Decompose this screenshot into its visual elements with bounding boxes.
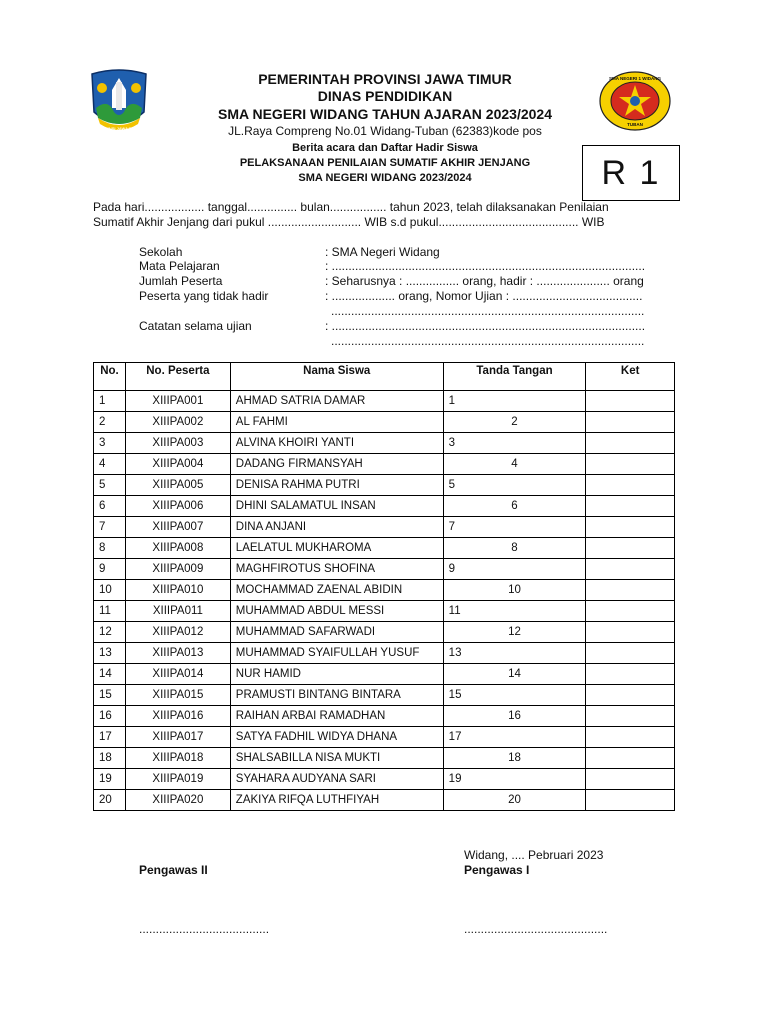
row-nama-siswa: MAGHFIROTUS SHOFINA bbox=[230, 559, 443, 580]
intro-line-1: Pada hari.................. tanggal............... bulan................. tahun 2023, telah dilaksanakan Penilaian bbox=[93, 200, 609, 214]
row-no: 11 bbox=[94, 601, 126, 622]
row-nama-siswa: ZAKIYA RIFQA LUTHFIYAH bbox=[230, 790, 443, 811]
subheader-berita-acara: Berita acara dan Daftar Hadir Siswa bbox=[292, 142, 478, 154]
row-tanda-tangan: 10 bbox=[443, 580, 586, 601]
row-no-peserta: XIIIPA007 bbox=[125, 517, 230, 538]
row-ket bbox=[586, 391, 675, 412]
row-tanda-tangan: 5 bbox=[443, 475, 586, 496]
row-no-peserta: XIIIPA016 bbox=[125, 706, 230, 727]
province-logo bbox=[88, 68, 150, 136]
subheader-school-year: SMA NEGERI WIDANG 2023/2024 bbox=[298, 172, 472, 184]
row-no-peserta: XIIIPA017 bbox=[125, 727, 230, 748]
col-header-ket: Ket bbox=[586, 363, 675, 391]
table-row bbox=[94, 790, 675, 811]
row-ket bbox=[586, 496, 675, 517]
row-nama-siswa: RAIHAN ARBAI RAMADHAN bbox=[230, 706, 443, 727]
school-logo-text-bottom: TUBAN bbox=[627, 122, 643, 127]
row-no: 9 bbox=[94, 559, 126, 580]
row-no: 19 bbox=[94, 769, 126, 790]
row-tanda-tangan: 19 bbox=[443, 769, 586, 790]
row-no-peserta: XIIIPA013 bbox=[125, 643, 230, 664]
row-ket bbox=[586, 517, 675, 538]
row-no: 16 bbox=[94, 706, 126, 727]
row-ket bbox=[586, 790, 675, 811]
row-ket bbox=[586, 706, 675, 727]
jumlah-peserta-label: Jumlah Peserta bbox=[139, 274, 223, 288]
row-ket bbox=[586, 601, 675, 622]
table-row bbox=[94, 454, 675, 475]
row-tanda-tangan: 2 bbox=[443, 412, 586, 433]
table-row bbox=[94, 391, 675, 412]
table-row bbox=[94, 559, 675, 580]
row-nama-siswa: LAELATUL MUKHAROMA bbox=[230, 538, 443, 559]
pengawas-2-signature-line: ....................................... bbox=[139, 922, 270, 936]
school-logo bbox=[598, 70, 672, 132]
row-ket bbox=[586, 643, 675, 664]
row-nama-siswa: DHINI SALAMATUL INSAN bbox=[230, 496, 443, 517]
row-no: 4 bbox=[94, 454, 126, 475]
school-logo-text-top: SMA NEGERI 1 WIDANG bbox=[608, 76, 662, 81]
row-nama-siswa: SHALSABILLA NISA MUKTI bbox=[230, 748, 443, 769]
row-ket bbox=[586, 559, 675, 580]
row-no-peserta: XIIIPA011 bbox=[125, 601, 230, 622]
table-header-row bbox=[94, 363, 675, 391]
row-ket bbox=[586, 538, 675, 559]
row-nama-siswa: MUHAMMAD SAFARWADI bbox=[230, 622, 443, 643]
pengawas-2-title: Pengawas II bbox=[139, 863, 208, 877]
row-tanda-tangan: 3 bbox=[443, 433, 586, 454]
room-code-box: R 1 bbox=[582, 145, 680, 201]
attendance-table bbox=[93, 362, 675, 811]
col-header-tanda-tangan: Tanda Tangan bbox=[443, 363, 586, 391]
row-ket bbox=[586, 748, 675, 769]
row-ket bbox=[586, 769, 675, 790]
row-no-peserta: XIIIPA006 bbox=[125, 496, 230, 517]
sekolah-label: Sekolah bbox=[139, 245, 183, 259]
table-row bbox=[94, 706, 675, 727]
attendance-table-body bbox=[94, 391, 675, 811]
row-tanda-tangan: 18 bbox=[443, 748, 586, 769]
row-tanda-tangan: 12 bbox=[443, 622, 586, 643]
row-no: 7 bbox=[94, 517, 126, 538]
row-no-peserta: XIIIPA005 bbox=[125, 475, 230, 496]
row-tanda-tangan: 14 bbox=[443, 664, 586, 685]
col-header-no: No. bbox=[94, 363, 126, 391]
table-row bbox=[94, 433, 675, 454]
row-tanda-tangan: 20 bbox=[443, 790, 586, 811]
row-ket bbox=[586, 664, 675, 685]
row-no: 3 bbox=[94, 433, 126, 454]
row-no: 5 bbox=[94, 475, 126, 496]
table-row bbox=[94, 475, 675, 496]
row-nama-siswa: ALVINA KHOIRI YANTI bbox=[230, 433, 443, 454]
row-no: 20 bbox=[94, 790, 126, 811]
catatan-continuation: .............................................................................................. bbox=[331, 334, 645, 348]
row-tanda-tangan: 11 bbox=[443, 601, 586, 622]
row-no: 6 bbox=[94, 496, 126, 517]
row-no-peserta: XIIIPA008 bbox=[125, 538, 230, 559]
tidak-hadir-label: Peserta yang tidak hadir bbox=[139, 289, 269, 303]
header-address: JL.Raya Compreng No.01 Widang-Tuban (62383)kode pos bbox=[228, 124, 542, 138]
row-ket bbox=[586, 412, 675, 433]
tidak-hadir-value: : ................... orang, Nomor Ujian : ....................................... bbox=[325, 289, 643, 303]
pengawas-1-signature-line: ........................................... bbox=[464, 922, 608, 936]
row-no-peserta: XIIIPA020 bbox=[125, 790, 230, 811]
row-no-peserta: XIIIPA003 bbox=[125, 433, 230, 454]
row-tanda-tangan: 9 bbox=[443, 559, 586, 580]
row-ket bbox=[586, 580, 675, 601]
row-nama-siswa: MUHAMMAD SYAIFULLAH YUSUF bbox=[230, 643, 443, 664]
row-tanda-tangan: 1 bbox=[443, 391, 586, 412]
header-school: SMA NEGERI WIDANG TAHUN AJARAN 2023/2024 bbox=[218, 106, 552, 122]
row-tanda-tangan: 15 bbox=[443, 685, 586, 706]
table-row bbox=[94, 580, 675, 601]
row-no-peserta: XIIIPA018 bbox=[125, 748, 230, 769]
table-row bbox=[94, 601, 675, 622]
row-nama-siswa: AL FAHMI bbox=[230, 412, 443, 433]
row-nama-siswa: SYAHARA AUDYANA SARI bbox=[230, 769, 443, 790]
row-no: 18 bbox=[94, 748, 126, 769]
row-tanda-tangan: 16 bbox=[443, 706, 586, 727]
mapel-value: : .............................................................................................. bbox=[325, 259, 646, 273]
row-nama-siswa: AHMAD SATRIA DAMAR bbox=[230, 391, 443, 412]
row-no-peserta: XIIIPA012 bbox=[125, 622, 230, 643]
row-nama-siswa: MUHAMMAD ABDUL MESSI bbox=[230, 601, 443, 622]
row-no: 8 bbox=[94, 538, 126, 559]
table-row bbox=[94, 769, 675, 790]
row-no-peserta: XIIIPA019 bbox=[125, 769, 230, 790]
header-dinas: DINAS PENDIDIKAN bbox=[317, 88, 453, 104]
table-row bbox=[94, 664, 675, 685]
jumlah-peserta-value: : Seharusnya : ................ orang, hadir : ...................... orang bbox=[325, 274, 644, 288]
row-ket bbox=[586, 475, 675, 496]
row-no-peserta: XIIIPA002 bbox=[125, 412, 230, 433]
table-row bbox=[94, 517, 675, 538]
row-no-peserta: XIIIPA015 bbox=[125, 685, 230, 706]
mapel-label: Mata Pelajaran bbox=[139, 259, 220, 273]
row-no: 12 bbox=[94, 622, 126, 643]
table-row bbox=[94, 622, 675, 643]
tidak-hadir-continuation: .............................................................................................. bbox=[331, 304, 645, 318]
sekolah-value: : SMA Negeri Widang bbox=[325, 245, 440, 259]
row-tanda-tangan: 6 bbox=[443, 496, 586, 517]
table-row bbox=[94, 496, 675, 517]
row-nama-siswa: MOCHAMMAD ZAENAL ABIDIN bbox=[230, 580, 443, 601]
row-nama-siswa: SATYA FADHIL WIDYA DHANA bbox=[230, 727, 443, 748]
catatan-value: : .............................................................................................. bbox=[325, 319, 646, 333]
row-nama-siswa: NUR HAMID bbox=[230, 664, 443, 685]
row-no-peserta: XIIIPA010 bbox=[125, 580, 230, 601]
row-ket bbox=[586, 727, 675, 748]
row-tanda-tangan: 7 bbox=[443, 517, 586, 538]
row-tanda-tangan: 8 bbox=[443, 538, 586, 559]
row-no: 15 bbox=[94, 685, 126, 706]
row-no: 1 bbox=[94, 391, 126, 412]
row-no: 13 bbox=[94, 643, 126, 664]
row-ket bbox=[586, 433, 675, 454]
table-row bbox=[94, 412, 675, 433]
row-tanda-tangan: 17 bbox=[443, 727, 586, 748]
col-header-no-peserta: No. Peserta bbox=[125, 363, 230, 391]
row-no-peserta: XIIIPA004 bbox=[125, 454, 230, 475]
row-no: 17 bbox=[94, 727, 126, 748]
row-nama-siswa: DADANG FIRMANSYAH bbox=[230, 454, 443, 475]
row-no-peserta: XIIIPA009 bbox=[125, 559, 230, 580]
row-nama-siswa: DENISA RAHMA PUTRI bbox=[230, 475, 443, 496]
table-row bbox=[94, 538, 675, 559]
header-province: PEMERINTAH PROVINSI JAWA TIMUR bbox=[258, 71, 512, 87]
row-no-peserta: XIIIPA014 bbox=[125, 664, 230, 685]
signature-date-place: Widang, .... Pebruari 2023 bbox=[464, 848, 604, 862]
subheader-pelaksanaan: PELAKSANAAN PENILAIAN SUMATIF AKHIR JENJANG bbox=[239, 157, 531, 169]
province-logo-text: PROVINSI JAWA TIMUR bbox=[96, 126, 142, 131]
table-row bbox=[94, 727, 675, 748]
row-ket bbox=[586, 454, 675, 475]
row-no: 2 bbox=[94, 412, 126, 433]
row-no: 14 bbox=[94, 664, 126, 685]
row-nama-siswa: PRAMUSTI BINTANG BINTARA bbox=[230, 685, 443, 706]
row-nama-siswa: DINA ANJANI bbox=[230, 517, 443, 538]
row-no-peserta: XIIIPA001 bbox=[125, 391, 230, 412]
catatan-label: Catatan selama ujian bbox=[139, 319, 252, 333]
table-row bbox=[94, 748, 675, 769]
pengawas-1-title: Pengawas I bbox=[464, 863, 530, 877]
col-header-nama-siswa: Nama Siswa bbox=[230, 363, 443, 391]
row-tanda-tangan: 4 bbox=[443, 454, 586, 475]
table-row bbox=[94, 685, 675, 706]
row-ket bbox=[586, 622, 675, 643]
row-no: 10 bbox=[94, 580, 126, 601]
intro-line-2: Sumatif Akhir Jenjang dari pukul ............................ WIB s.d pukul.......................................... WIB bbox=[93, 215, 605, 229]
row-ket bbox=[586, 685, 675, 706]
row-tanda-tangan: 13 bbox=[443, 643, 586, 664]
table-row bbox=[94, 643, 675, 664]
